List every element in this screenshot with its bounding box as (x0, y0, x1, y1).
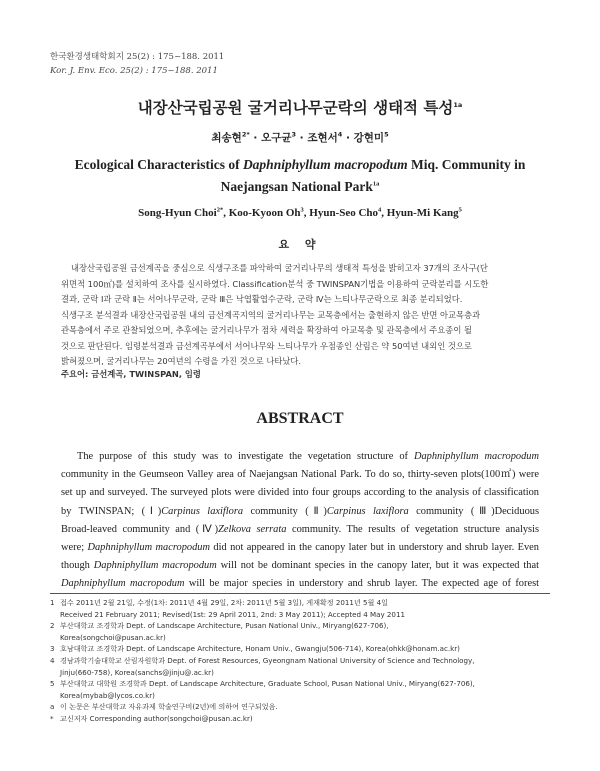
author-en-name: Koo-Kyoon Oh (228, 207, 301, 219)
footnote-text: 호남대학교 조경학과 Dept. of Landscape Architecture, Honam Univ., Gwangju(506-714), Korea(ohkk@honam.ac.kr) (60, 644, 460, 654)
title-en-suffix: Miq. Community in (407, 157, 526, 172)
abstract-body (61, 448, 539, 594)
footnote-item (50, 713, 560, 725)
author-en-sup: 4 (378, 206, 382, 214)
abstract-text: community (Ⅱ) (243, 505, 327, 517)
author-ko-name: 강현미 (353, 132, 385, 144)
footnote-text: 부산대학교 조경학과 Dept. of Landscape Architecture, Pusan National Univ., Miryang(627-706), (60, 621, 389, 631)
yoyak-line: 위면적 100㎡)를 설치하여 조사를 실시하였다. Classification분석 중 TWINSPAN기법을 이용하여 군락분리를 시도한 (61, 278, 489, 289)
footnote-mark: a (50, 702, 55, 712)
footnote-continuation: Jinju(660-758), Korea(sanchs@jinju@.ac.kr) (60, 667, 214, 677)
abstract-text: did not appeared in the canopy later but in understory and shrub layer. Even (210, 542, 539, 554)
yoyak-line: 관목층에서 주로 관찰되었으며, 추후에는 굴거리나무가 점차 세력을 확장하여 아교목층 및 관목층에서 주요종이 될 (61, 325, 472, 335)
authors-english (0, 207, 600, 219)
footnote-row (50, 713, 560, 725)
footnote-mark: * (50, 713, 54, 723)
title-en-prefix: Ecological Characteristics of (74, 157, 243, 172)
author-en-sup: 3 (300, 206, 304, 214)
abstract-line (61, 575, 539, 593)
author-separator: , (381, 207, 387, 219)
abstract-text: will be major species in understory and shrub layer. The expected age of forest (184, 578, 539, 590)
keywords-korean: 주요어: 금선계곡, TWINSPAN, 임령 (61, 369, 201, 379)
author-ko-sup: 2* (241, 130, 250, 139)
abstract-text: set up and surveyed. The surveyed plots were divided into four groups according to the analysis of classification (61, 487, 539, 499)
footnote-row (50, 655, 560, 667)
journal-line-en: Kor. J. Env. Eco. 25(2) : 175~188. 2011 (50, 66, 218, 76)
footnote-item (50, 655, 560, 678)
title-korean-text: 내장산국립공원 굴거리나무군락의 생태적 특성 (137, 99, 454, 117)
footnote-item (50, 701, 560, 713)
author-en-name: Hyun-Mi Kang (386, 207, 459, 219)
footnote-text: 교신저자 Corresponding author(songchoi@pusan.ac.kr) (60, 713, 253, 723)
abstract-line (61, 484, 539, 502)
abstract-text: The purpose of this study was to investigate the vegetation structure of (77, 451, 414, 462)
yoyak-line: 결과, 군락 Ⅰ과 군락 Ⅱ는 서어나무군락, 군락 Ⅲ은 낙엽활엽수군락, 군락 Ⅳ는 느티나무군락으로 최종 분리되었다. (61, 294, 463, 304)
abstract-text: community in the Geumseon Valley area of Naejangsan National Park. To do so, thirty-seven plots(100㎡) were (61, 469, 539, 481)
footnote-mark: 3 (50, 644, 55, 654)
abstract-line (61, 521, 539, 539)
author-separator: · (249, 132, 262, 144)
author-ko-sup: 4 (337, 130, 343, 139)
title-korean (0, 96, 600, 118)
footnote-row (50, 643, 560, 655)
footnote-item (50, 678, 560, 701)
yoyak-line: 식생구조 분석결과 내장산국립공원 내의 금선계곡지역의 굴거리나무는 교목층에서는 출현하지 않은 반면 아교목층과 (61, 309, 481, 320)
footnote-item (50, 597, 560, 620)
yoyak-heading: 요 약 (278, 238, 322, 251)
authors-korean (0, 130, 600, 145)
abstract-species-name: Carpinus laxiflora (161, 505, 244, 517)
abstract-species-name: Daphniphyllum macropodum (93, 560, 217, 572)
footnote-text: 이 논문은 부산대학교 자유과제 학술연구비(2년)에 의하여 연구되었음. (60, 702, 278, 712)
footnotes (50, 597, 560, 725)
author-en-sup: 2* (216, 206, 224, 214)
author-en-name: Song-Hyun Choi (138, 207, 217, 219)
footnote-mark: 2 (50, 621, 55, 631)
abstract-text: community (Ⅲ)Deciduous (408, 505, 540, 517)
author-separator: , (223, 207, 229, 219)
footnote-item (50, 643, 560, 655)
abstract-species-name: Carpinus laxiflora (326, 505, 409, 517)
abstract-text: were; (61, 542, 88, 554)
title-en-sup: 1a (372, 180, 380, 188)
title-en-species: Daphniphyllum macropodum (242, 157, 408, 172)
footnote-item (50, 620, 560, 643)
abstract-heading: ABSTRACT (256, 410, 344, 427)
abstract-text: community. The results of vegetation structure analysis (286, 523, 539, 535)
footnote-continuation: Korea(mybab@lycos.co.kr) (60, 690, 155, 700)
author-separator: · (342, 132, 354, 144)
footnote-row (50, 620, 560, 632)
abstract-line (61, 539, 539, 557)
title-english (0, 154, 600, 198)
abstract-text: Broad-leaved community and (Ⅳ) (61, 523, 219, 535)
author-separator: , (303, 207, 310, 219)
author-en-name: Hyun-Seo Cho (309, 207, 379, 219)
journal-header (50, 50, 224, 78)
abstract-text: by TWINSPAN; (Ⅰ) (61, 505, 162, 517)
yoyak-line: 밝혀졌으며, 굴거리나무는 20여년의 수령을 가진 것으로 나타났다. (61, 356, 302, 366)
abstract-species-name: Daphniphyllum macropodum (87, 542, 210, 554)
footnote-row (50, 597, 560, 609)
yoyak-line: 내장산국립공원 금선계곡을 중심으로 식생구조를 파악하여 굴거리나무의 생태적 특성을 밝히고자 37개의 조사구(단 (71, 263, 488, 273)
abstract-text: though (61, 560, 94, 572)
footnote-row (50, 678, 560, 690)
author-ko-sup: 3 (291, 130, 297, 139)
journal-line-ko: 한국환경생태학회지 25(2) : 175~188. 2011 (50, 52, 225, 62)
footnote-mark: 4 (50, 655, 55, 665)
author-ko-name: 조현서 (307, 132, 338, 144)
footnote-mark: 5 (50, 679, 55, 689)
abstract-text: will not be dominant species in the canopy later, but it was expected that (216, 560, 539, 572)
abstract-line (61, 448, 539, 466)
author-separator: · (296, 132, 308, 144)
author-ko-name: 오구균 (261, 132, 292, 144)
author-ko-name: 최송현 (211, 132, 242, 144)
footnote-text: 부산대학교 대학원 조경학과 Dept. of Landscape Architecture, Graduate School, Pusan National Univ., Miryang(627-706), (60, 679, 475, 689)
footnote-divider (50, 593, 550, 594)
footnote-row (50, 701, 560, 713)
abstract-species-name: Daphniphyllum macropodum (61, 578, 185, 590)
author-ko-sup: 5 (384, 130, 389, 139)
footnote-continuation: Received 21 February 2011; Revised(1st: 29 April 2011, 2nd: 3 May 2011); Accepted 4 May 2011 (60, 609, 405, 619)
author-en-sup: 5 (458, 206, 462, 214)
abstract-line (61, 557, 539, 575)
title-korean-sup: 1a (453, 100, 463, 109)
abstract-species-name: Zelkova serrata (218, 523, 287, 535)
abstract-species-name: Daphniphyllum macropodum (413, 451, 540, 462)
abstract-line (61, 466, 539, 484)
footnote-text: 경남과학기술대학교 산림자원학과 Dept. of Forest Resources, Gyeongnam National University of Science and Technology, (60, 655, 475, 665)
abstract-line (61, 503, 539, 521)
title-en-line2: Naejangsan National Park (220, 179, 373, 194)
yoyak-line: 것으로 판단된다. 임령분석결과 금선계곡부에서 서어나무와 느티나무가 우점종인 산림은 약 50여년 내외인 것으로 (61, 340, 472, 351)
footnote-mark: 1 (50, 598, 55, 607)
footnote-text: 접수 2011년 2월 21일, 수정(1차: 2011년 4월 29일, 2차: 2011년 5월 3일), 게재확정 2011년 5월 4일 (60, 598, 389, 607)
yoyak-body (61, 261, 539, 370)
footnote-continuation: Korea(songchoi@pusan.ac.kr) (60, 632, 166, 642)
